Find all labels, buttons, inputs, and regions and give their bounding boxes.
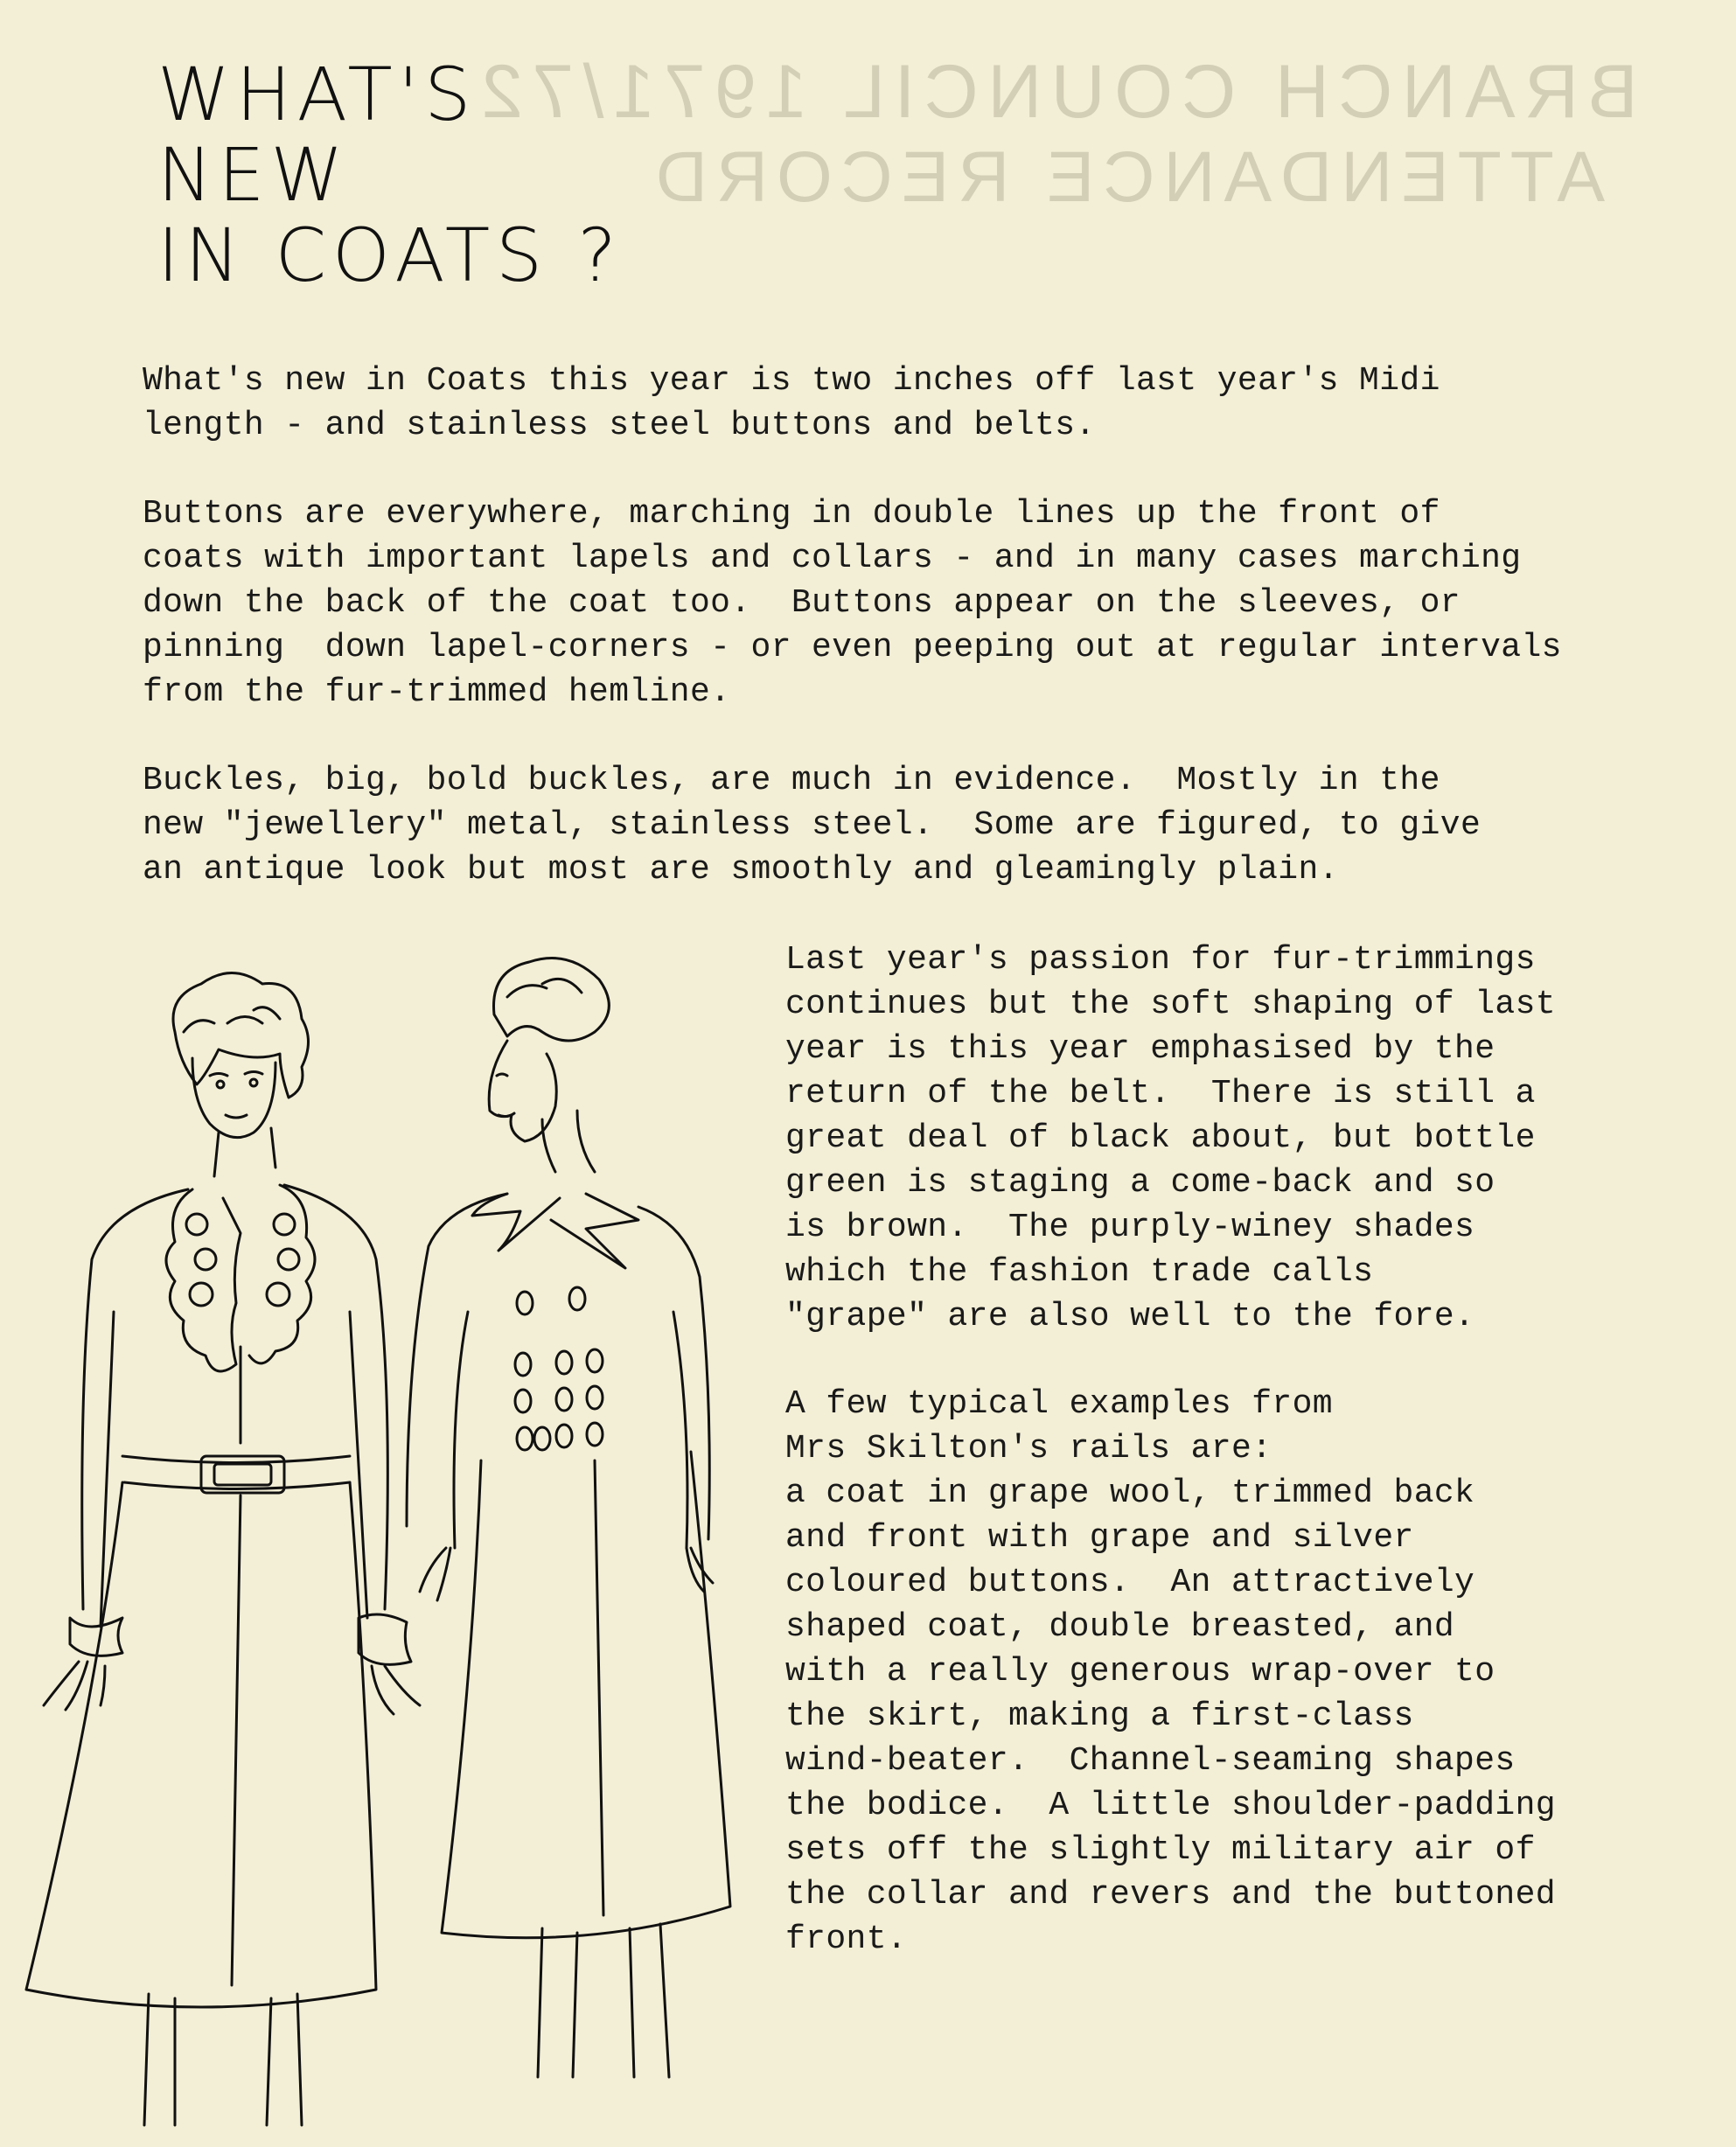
headline-line-3: IN COATS ? bbox=[157, 213, 623, 298]
paragraph-intro: What's new in Coats this year is two inches off last year's Midi length - and stainless steel buttons and belts. bbox=[143, 362, 1440, 444]
paragraph-fur-trimmings: Last year's passion for fur-trimmings continues but the soft shaping of last year is this year emphasised by the return of the belt. There is still a great deal of black about, but bottle green is staging a come-back and so is brown. The purply-winey shades which the fashion trade calls "grape" are also well to the fore. bbox=[785, 941, 1556, 1335]
bleed-through-title-2: ATTENDANCE RECORD bbox=[647, 137, 1606, 217]
headline-line-2: NEW bbox=[157, 132, 350, 218]
headline-line-1: WHAT'S bbox=[157, 52, 478, 137]
paragraph-buttons: Buttons are everywhere, marching in double lines up the front of coats with important lapels and collars - and in many cases marching down the back of the coat too. Buttons appear on the sleeves, or pinning down lapel-corners - or even peeping out at regular intervals from the fur-trimmed hemline. bbox=[143, 495, 1562, 711]
figure-double-breasted-woman bbox=[407, 958, 730, 2078]
bleed-through-title-1: BRANCH COUNCIL 1971/72 bbox=[472, 50, 1638, 134]
coats-illustration bbox=[17, 945, 770, 2134]
paragraph-examples: A few typical examples from Mrs Skilton's rails are: a coat in grape wool, trimmed back and front with grape and silver coloured buttons. An attractively shaped coat, double breasted, and with a really generous wrap-over to the skirt, making a first-class wind-beater. Channel-seaming shapes the bodice. A little shoulder-padding sets off the slightly military air of the collar and revers and the buttoned front. bbox=[785, 1385, 1556, 1958]
paragraph-buckles: Buckles, big, bold buckles, are much in evidence. Mostly in the new "jewellery" metal, stainless steel. Some are figured, to give an antique look but most are smoothly and gleamingly plain. bbox=[143, 762, 1482, 889]
figure-fur-coat-woman bbox=[26, 973, 420, 2126]
article-headline bbox=[157, 54, 623, 296]
